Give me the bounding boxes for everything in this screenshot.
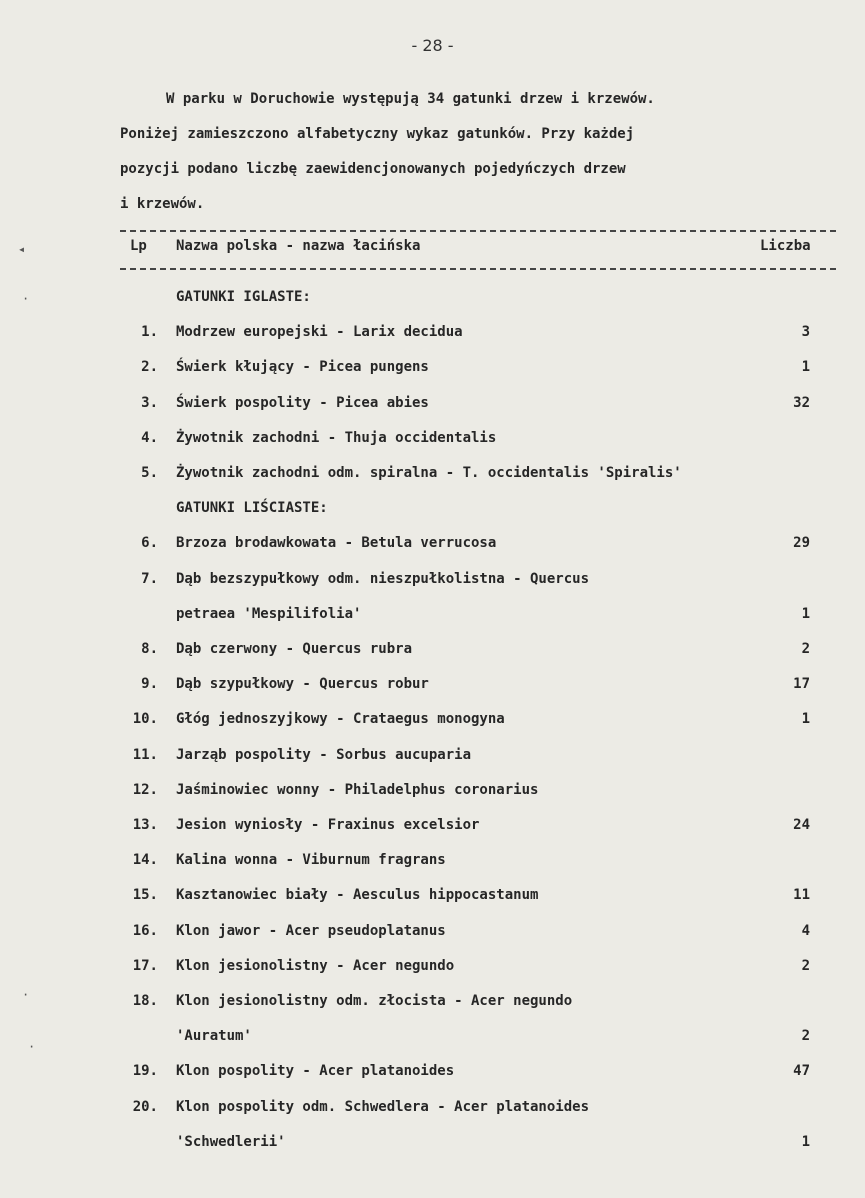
tree-count: 1: [801, 359, 810, 376]
tree-count: 17: [793, 676, 810, 693]
intro-line: i krzewów.: [120, 196, 205, 212]
margin-mark: ·: [22, 988, 30, 1002]
intro-line: Poniżej zamieszczono alfabetyczny wykaz gatunków. Przy każdej: [120, 126, 635, 142]
table-row: [120, 778, 810, 802]
species-name: Klon jawor - Acer pseudoplatanus: [176, 922, 446, 939]
table-row: [120, 461, 810, 485]
species-name: Dąb czerwony - Quercus rubra: [176, 641, 413, 657]
row-number: 6.: [141, 535, 158, 552]
intro-line: pozycji podano liczbę zaewidencjonowanych pojedyńczych drzew: [120, 161, 626, 177]
tree-count: 4: [801, 922, 810, 939]
species-name: Jarząb pospolity - Sorbus aucuparia: [176, 746, 472, 763]
species-name: Klon pospolity - Acer platanoides: [176, 1063, 455, 1080]
table-row: [120, 813, 810, 837]
row-number: 7.: [141, 570, 158, 587]
margin-mark: ·: [28, 1040, 36, 1054]
species-name: Głóg jednoszyjkowy - Crataegus monogyna: [176, 711, 505, 728]
row-number: 5.: [141, 465, 158, 481]
table-row: [120, 1095, 810, 1119]
table-row: [120, 848, 810, 872]
header-count: Liczba: [760, 238, 811, 254]
species-name: Dąb bezszypułkowy odm. nieszpułkolistna - Quercus: [176, 570, 590, 587]
species-name: Żywotnik zachodni - Thuja occidentalis: [176, 429, 497, 446]
row-number: 19.: [132, 1063, 158, 1080]
table-row: [120, 531, 810, 555]
tree-count: 29: [793, 535, 810, 552]
table-row: [120, 919, 810, 943]
table-row: [120, 320, 810, 344]
row-number: 20.: [132, 1098, 158, 1115]
table-row: [120, 496, 810, 520]
tree-count: 1: [801, 605, 810, 622]
row-number: 12.: [132, 781, 158, 798]
tree-count: 47: [793, 1063, 810, 1080]
tree-count: 11: [793, 887, 810, 904]
species-name: GATUNKI IGLASTE:: [176, 289, 311, 305]
row-number: 1.: [141, 324, 158, 341]
species-name: Modrzew europejski - Larix decidua: [176, 324, 463, 341]
table-row: [120, 1024, 810, 1048]
row-number: 18.: [132, 993, 158, 1009]
row-number: 14.: [132, 852, 158, 869]
table-row: [120, 707, 810, 731]
row-number: 10.: [132, 711, 158, 728]
row-number: 2.: [141, 359, 158, 376]
species-name: Żywotnik zachodni odm. spiralna - T. occidentalis 'Spiralis': [176, 465, 682, 481]
intro-paragraph: [120, 82, 810, 222]
row-number: 15.: [132, 887, 158, 904]
species-name: Kalina wonna - Viburnum fragrans: [176, 852, 446, 869]
tree-count: 3: [801, 324, 810, 341]
margin-mark: ◂: [18, 242, 26, 256]
row-number: 13.: [132, 817, 158, 833]
table-row: [120, 954, 810, 978]
header-name: Nazwa polska - nazwa łacińska: [176, 238, 421, 254]
species-name: Jesion wyniosły - Fraxinus excelsior: [176, 817, 480, 833]
table-row: [120, 391, 810, 415]
table-row: [120, 567, 810, 591]
tree-count: 2: [801, 1028, 810, 1045]
table-row: [120, 672, 810, 696]
row-number: 16.: [132, 922, 158, 939]
species-name: Klon jesionolistny odm. złocista - Acer negundo: [176, 993, 573, 1009]
tree-count: 2: [801, 641, 810, 657]
table-row: [120, 1130, 810, 1154]
row-number: 11.: [132, 746, 158, 763]
tree-count: 32: [793, 394, 810, 411]
species-name: Klon jesionolistny - Acer negundo: [176, 957, 455, 974]
table-row: [120, 743, 810, 767]
table-row: [120, 285, 810, 309]
species-name: Kasztanowiec biały - Aesculus hippocastanum: [176, 887, 539, 904]
species-name: Dąb szypułkowy - Quercus robur: [176, 676, 429, 693]
species-name: petraea 'Mespilifolia': [176, 605, 362, 622]
header-lp: Lp: [130, 238, 147, 254]
tree-count: 24: [793, 817, 810, 833]
row-number: 4.: [141, 429, 158, 446]
intro-line: W parku w Doruchowie występują 34 gatunki drzew i krzewów.: [166, 91, 655, 107]
species-name: Świerk kłujący - Picea pungens: [176, 359, 429, 376]
table-row: [120, 883, 810, 907]
table-row: [120, 426, 810, 450]
species-name: Brzoza brodawkowata - Betula verrucosa: [176, 535, 497, 552]
table-header-rule: [120, 268, 836, 270]
species-name: Jaśminowiec wonny - Philadelphus coronarius: [176, 781, 539, 798]
table-row: [120, 602, 810, 626]
table-top-rule: [120, 230, 836, 232]
species-name: Świerk pospolity - Picea abies: [176, 394, 429, 411]
row-number: 3.: [141, 394, 158, 411]
margin-mark: ·: [22, 292, 30, 306]
table-row: [120, 1059, 810, 1083]
tree-count: 1: [801, 1133, 810, 1150]
row-number: 8.: [141, 641, 158, 657]
species-name: 'Auratum': [176, 1028, 252, 1045]
row-number: 9.: [141, 676, 158, 693]
tree-count: 1: [801, 711, 810, 728]
table-row: [120, 637, 810, 661]
table-row: [120, 355, 810, 379]
species-name: GATUNKI LIŚCIASTE:: [176, 500, 328, 517]
row-number: 17.: [132, 957, 158, 974]
species-name: Klon pospolity odm. Schwedlera - Acer platanoides: [176, 1098, 590, 1115]
table-row: [120, 989, 810, 1013]
tree-count: 2: [801, 957, 810, 974]
species-name: 'Schwedlerii': [176, 1133, 286, 1150]
page-number: - 28 -: [411, 36, 454, 55]
